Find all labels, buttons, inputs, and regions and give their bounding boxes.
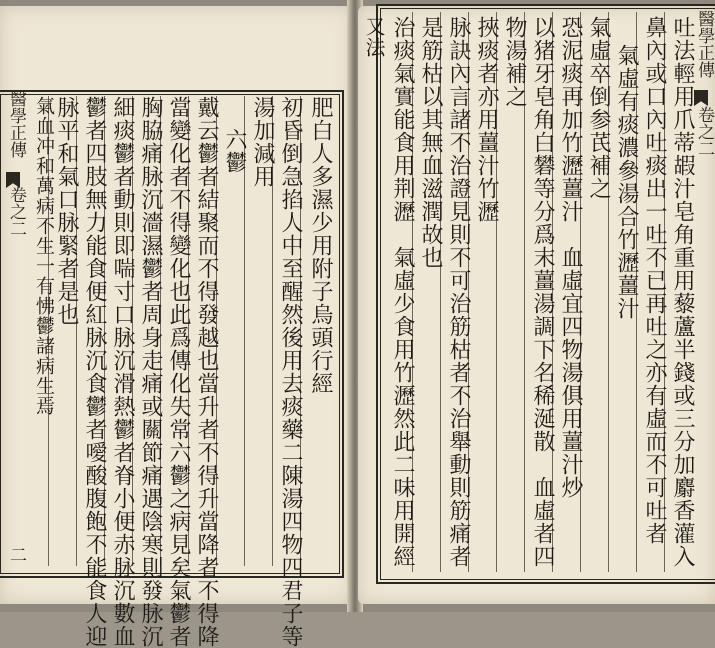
text-column: 湯加減用 (250, 96, 275, 188)
text-column: 又法 (362, 16, 386, 58)
text-column: 鼻內或口內吐痰出一吐不已再吐之亦有虛而不可吐者 (642, 16, 667, 545)
text-column: 物湯補之 (502, 16, 527, 108)
right-page (358, 6, 715, 604)
left-page (0, 6, 352, 648)
right-margin-title: 醫學正傳 (694, 10, 714, 78)
text-column: 氣血冲和萬病不生一有怫鬱諸病生焉 (33, 96, 55, 416)
left-margin-page-number: 二 (6, 546, 26, 563)
left-margin-title: 醫學正傳 (6, 90, 26, 158)
text-column: 以猪牙皂角白礬等分爲末薑湯調下名稀涎散 血虛者四 (530, 16, 555, 568)
text-column: 初昏倒急掐人中至醒然後用去痰藥二陳湯四物四君子等 (278, 96, 303, 648)
text-column: 胸脇痛脉沉濇濕鬱者周身走痛或關節痛遇陰寒則發脉沉 (138, 96, 163, 648)
text-column: 肥白人多濕少用附子烏頭行經 (308, 96, 333, 395)
text-column: 氣虛有痰濃參湯合竹瀝薑汁 (614, 44, 639, 320)
text-column: 戴云鬱者結聚而不得發越也當升者不得升當降者不得降 (194, 96, 219, 648)
left-margin-chapter: 卷之二 (6, 186, 26, 237)
text-column: 當變化者不得變化也此爲傳化失常六鬱之病見矣氣鬱者 (166, 96, 191, 648)
right-margin-chapter: 卷之二 (694, 106, 714, 157)
text-column: 挾痰者亦用薑汁竹瀝 (474, 16, 499, 223)
text-column: 脉訣內言諸不治證見則不可治筋枯者不治舉動則筋痛者 (446, 16, 471, 568)
text-column: 恐泥痰再加竹瀝薑汁 血虛宜四物湯俱用薑汁炒 (558, 16, 583, 499)
section-heading: 六鬱 (222, 128, 247, 174)
text-column: 鬱者四肢無力能食便紅脉沉食鬱者噯酸腹飽不能食人迎 (82, 96, 107, 648)
text-column: 脉平和氣口脉緊者是也 (54, 96, 79, 326)
text-column: 是筋枯以其無血滋潤故也 (418, 16, 443, 269)
text-column: 細痰鬱者動則即喘寸口脉沉滑熱鬱者脊小便赤脉沉數血 (110, 96, 135, 648)
text-column: 氣虛卒倒参芪補之 (586, 16, 611, 200)
text-column: 治痰氣實能食用荆瀝 氣虛少食用竹瀝然此二味用開經 (390, 16, 415, 568)
text-column: 吐法輕用爪蒂嘏汁皂角重用藜蘆半錢或三分加麝香灌入 (670, 16, 695, 568)
